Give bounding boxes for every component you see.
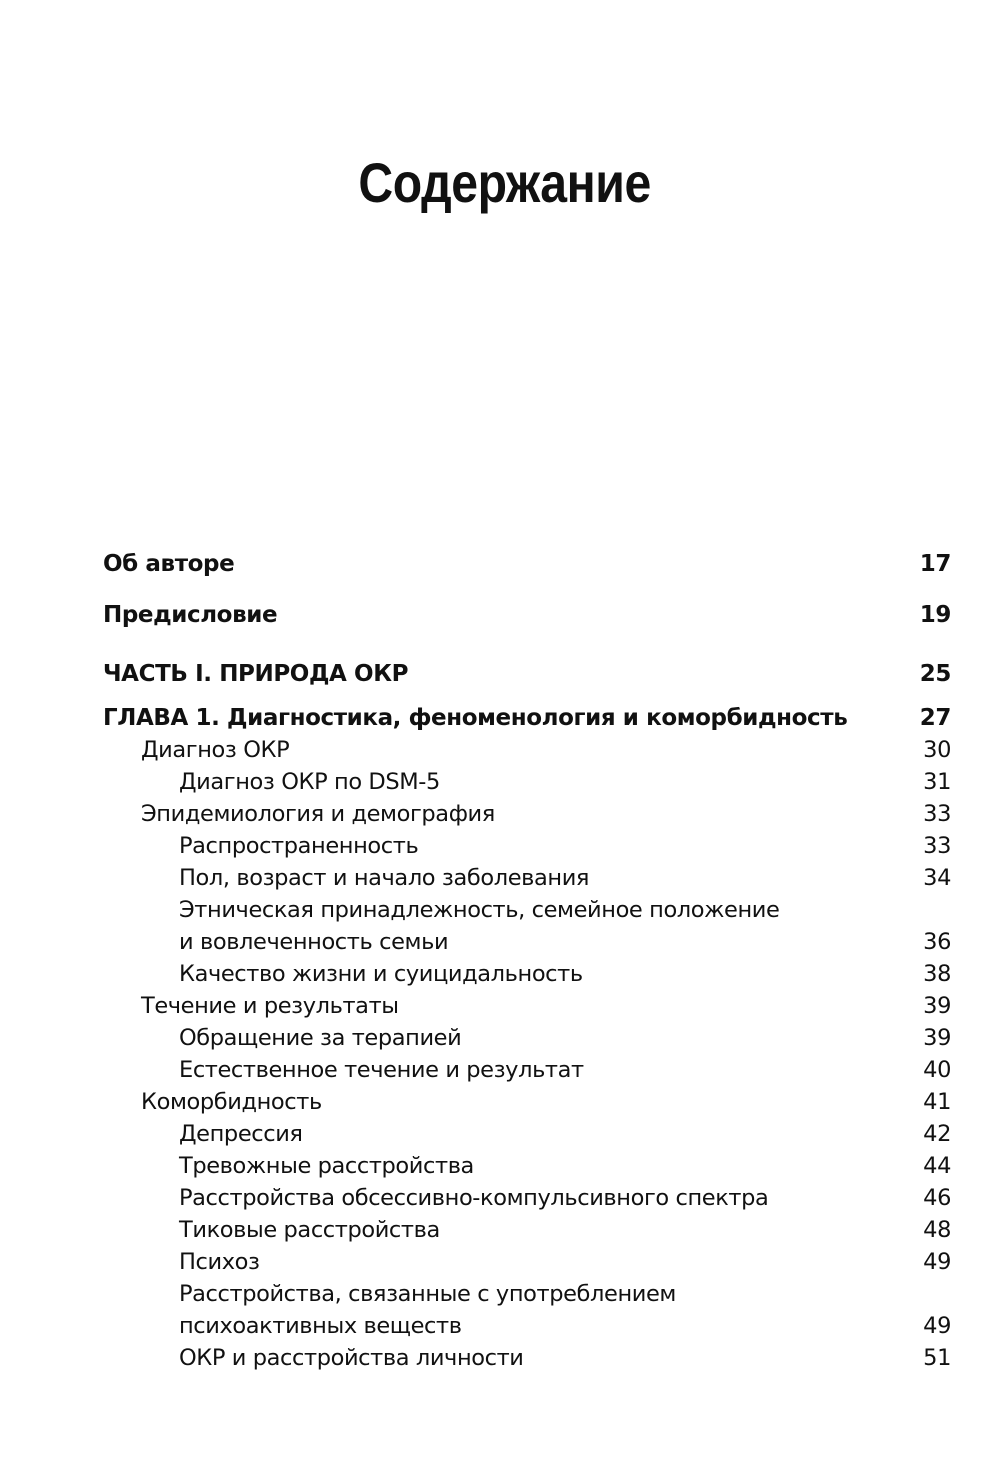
toc-entry-page: 44: [923, 1153, 951, 1179]
toc-entry[interactable]: [103, 1342, 951, 1374]
toc-entry[interactable]: [103, 894, 951, 958]
toc-entry-preface[interactable]: [103, 599, 951, 631]
toc-entry-page: 48: [923, 1217, 951, 1243]
toc-entry-label: Течение и результаты: [141, 993, 399, 1019]
toc-entry[interactable]: [103, 1118, 951, 1150]
toc-entry-label: Обращение за терапией: [179, 1025, 462, 1051]
toc-entry-about-author[interactable]: [103, 548, 951, 580]
toc-entry-page: 38: [923, 961, 951, 987]
toc-entry[interactable]: [103, 798, 951, 830]
toc-entry-page: 40: [923, 1057, 951, 1083]
toc-entry[interactable]: [103, 958, 951, 990]
toc-entry-chapter-1[interactable]: [103, 702, 951, 734]
toc-entry[interactable]: [103, 1086, 951, 1118]
toc-entry-page: 31: [923, 769, 951, 795]
toc-entry-label: Депрессия: [179, 1121, 303, 1147]
toc-entry-label-line-2: и вовлеченность семьи: [179, 929, 449, 955]
toc-entry-page: 49: [923, 1313, 951, 1339]
toc-entry-page: 39: [923, 993, 951, 1019]
toc-entry-label-line-1: Этническая принадлежность, семейное положение: [179, 897, 780, 923]
page-title: Содержание: [358, 151, 651, 214]
toc-entry-label: ЧАСТЬ I. ПРИРОДА ОКР: [103, 661, 409, 687]
toc-entry[interactable]: [103, 734, 951, 766]
toc-entry-page: 33: [923, 833, 951, 859]
toc-entry-label: Об авторе: [103, 551, 235, 577]
toc-entry-page: 33: [923, 801, 951, 827]
toc-entry-label: Расстройства обсессивно-компульсивного спектра: [179, 1185, 769, 1211]
toc-entry[interactable]: [103, 1150, 951, 1182]
toc-entry-page: 30: [923, 737, 951, 763]
toc-entry-label: Качество жизни и суицидальность: [179, 961, 583, 987]
table-of-contents: [103, 548, 951, 1374]
toc-entry-page: 25: [919, 661, 951, 687]
toc-entry-label-line-1: Расстройства, связанные с употреблением: [179, 1281, 677, 1307]
toc-entry[interactable]: [103, 766, 951, 798]
toc-entry[interactable]: [103, 1054, 951, 1086]
toc-entry-part-1[interactable]: [103, 658, 951, 690]
toc-entry-label-line-2: психоактивных веществ: [179, 1313, 462, 1339]
toc-entry-page: 46: [923, 1185, 951, 1211]
toc-entry-label: Распространенность: [179, 833, 419, 859]
toc-entry[interactable]: [103, 1022, 951, 1054]
toc-entry-label: Естественное течение и результат: [179, 1057, 584, 1083]
toc-entry-label: Эпидемиология и демография: [141, 801, 495, 827]
toc-entry-page: 17: [919, 551, 951, 577]
toc-entry-label: Пол, возраст и начало заболевания: [179, 865, 590, 891]
toc-entry-label: [179, 894, 911, 958]
toc-entry-label: ГЛАВА 1. Диагностика, феноменология и коморбидность: [103, 705, 848, 731]
toc-entry-label: Коморбидность: [141, 1089, 322, 1115]
toc-entry-page: 51: [923, 1345, 951, 1371]
toc-entry-label: Диагноз ОКР по DSM-5: [179, 769, 440, 795]
toc-entry-page: 19: [919, 602, 951, 628]
toc-entry-page: 27: [919, 705, 951, 731]
toc-entry-label: ОКР и расстройства личности: [179, 1345, 524, 1371]
toc-entry[interactable]: [103, 1246, 951, 1278]
toc-entry-page: 49: [923, 1249, 951, 1275]
toc-entry[interactable]: [103, 830, 951, 862]
toc-entry-page: 36: [923, 929, 951, 955]
toc-entry[interactable]: [103, 1182, 951, 1214]
toc-entry-label: [179, 1278, 911, 1342]
toc-entry[interactable]: [103, 1278, 951, 1342]
toc-entry-label: Диагноз ОКР: [141, 737, 290, 763]
toc-entry-page: 39: [923, 1025, 951, 1051]
toc-entry[interactable]: [103, 862, 951, 894]
toc-entry-page: 34: [923, 865, 951, 891]
toc-entry[interactable]: [103, 1214, 951, 1246]
toc-entry-page: 42: [923, 1121, 951, 1147]
toc-entry-label: Психоз: [179, 1249, 260, 1275]
toc-entry[interactable]: [103, 990, 951, 1022]
toc-entry-label: Тревожные расстройства: [179, 1153, 474, 1179]
toc-entry-page: 41: [923, 1089, 951, 1115]
toc-entry-label: Тиковые расстройства: [179, 1217, 440, 1243]
toc-entry-label: Предисловие: [103, 602, 278, 628]
